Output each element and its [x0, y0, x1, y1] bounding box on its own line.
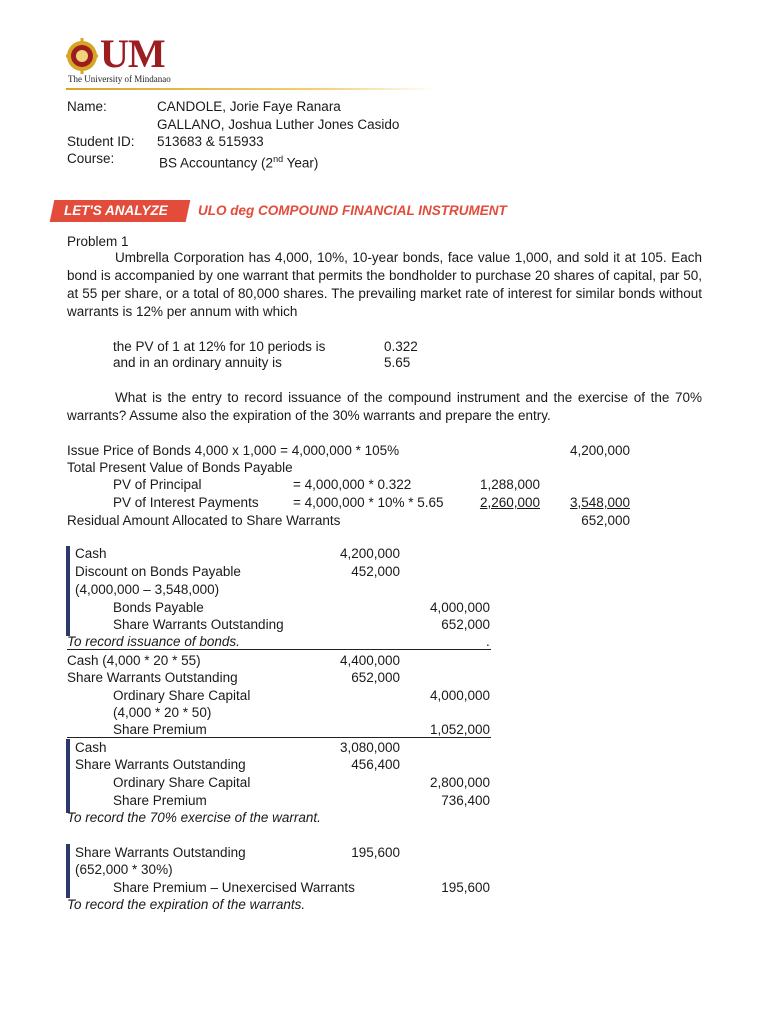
factor-value-pv1: 0.322	[384, 339, 418, 354]
residual-value: 652,000	[581, 513, 630, 528]
issue-price-value: 4,200,000	[569, 443, 630, 458]
student-name-2: GALLANO, Joshua Luther Jones Casido	[157, 117, 400, 132]
entry4-bar	[66, 844, 70, 898]
e3-memo: To record the 70% exercise of the warrant.	[67, 810, 321, 825]
e3-warrants-debit: 456,400	[351, 757, 400, 772]
e2-premium-account: Share Premium	[113, 722, 207, 737]
e3-warrants-account: Share Warrants Outstanding	[75, 757, 246, 772]
e1-memo: To record issuance of bonds.	[67, 634, 240, 649]
e4-premium-account: Share Premium – Unexercised Warrants	[113, 880, 355, 895]
e1-warrants-account: Share Warrants Outstanding	[113, 617, 284, 632]
e2-premium-credit: 1,052,000	[429, 722, 490, 737]
residual-label: Residual Amount Allocated to Share Warrants	[67, 513, 341, 528]
e4-warrants-debit: 195,600	[351, 845, 400, 860]
section-title: ULO deg COMPOUND FINANCIAL INSTRUMENT	[198, 203, 507, 218]
factor-label-annuity: and in an ordinary annuity is	[113, 355, 282, 370]
e3-premium-account: Share Premium	[113, 793, 207, 808]
e4-warrants-account: Share Warrants Outstanding	[75, 845, 246, 860]
problem-title: Problem 1	[67, 234, 129, 249]
e1-discount-account: Discount on Bonds Payable	[75, 564, 241, 579]
problem-intro	[67, 249, 702, 321]
e2-rule	[67, 737, 491, 738]
e1-discount-debit: 452,000	[351, 564, 400, 579]
e2-cash-account: Cash (4,000 * 20 * 55)	[67, 653, 201, 668]
name-label: Name:	[67, 99, 107, 114]
e3-osc-credit: 2,800,000	[429, 775, 490, 790]
e1-bonds-account: Bonds Payable	[113, 600, 204, 615]
course-prefix: BS Accountancy (2	[159, 155, 274, 171]
entry1-bar	[66, 546, 70, 636]
pv-principal-value: 1,288,000	[479, 477, 540, 492]
pv-interest-formula: = 4,000,000 * 10% * 5.65	[293, 495, 444, 510]
e4-memo: To record the expiration of the warrants.	[67, 897, 306, 912]
course-label: Course:	[67, 151, 115, 166]
e2-warrants-account: Share Warrants Outstanding	[67, 670, 238, 685]
e2-osc-account: Ordinary Share Capital	[113, 688, 251, 703]
entry3-bar	[66, 739, 70, 813]
university-logo-text: UM	[100, 31, 165, 76]
pv-principal-formula: = 4,000,000 * 0.322	[293, 477, 412, 492]
tpv-value: 3,548,000	[569, 495, 630, 510]
e1-discount-calc: (4,000,000 – 3,548,000)	[75, 582, 220, 597]
e2-cash-debit: 4,400,000	[339, 653, 400, 668]
e4-premium-credit: 195,600	[441, 880, 490, 895]
e3-cash-debit: 3,080,000	[339, 740, 400, 755]
pv-interest-value: 2,260,000	[479, 495, 540, 510]
problem-intro-text: Umbrella Corporation has 4,000, 10%, 10-year bonds, face value 1,000, and sold it at 105. Each bond is accompanied by one warrant that permits the bondholder to purchase 20 shares of capital, par 50, at 55 per share, or a total of 80,000 shares. The prevailing market rate of interest for similar bonds without warrants is 12% per annum with which	[67, 250, 702, 319]
e1-bonds-credit: 4,000,000	[429, 600, 490, 615]
tpv-label: Total Present Value of Bonds Payable	[67, 460, 293, 475]
pv-principal-label: PV of Principal	[113, 477, 202, 492]
course-value	[159, 151, 318, 172]
student-id-label: Student ID:	[67, 134, 135, 149]
e3-cash-account: Cash	[75, 740, 107, 755]
problem-question-text: What is the entry to record issuance of the compound instrument and the exercise of the 70% warrants? Assume also the expiration of the 30% warrants and prepare the entry.	[67, 390, 702, 423]
section-banner-label: LET'S ANALYZE	[64, 203, 168, 218]
e4-calc: (652,000 * 30%)	[75, 862, 173, 877]
e1-cash-account: Cash	[75, 546, 107, 561]
student-id-value: 513683 & 515933	[157, 134, 264, 149]
student-name-1: CANDOLE, Jorie Faye Ranara	[157, 99, 341, 114]
e1-rule	[67, 649, 491, 650]
problem-question	[67, 389, 702, 425]
e2-warrants-debit: 652,000	[351, 670, 400, 685]
e1-warrants-credit: 652,000	[441, 617, 490, 632]
course-sup: nd	[273, 154, 284, 164]
e1-cash-debit: 4,200,000	[339, 546, 400, 561]
university-name: The University of Mindanao	[68, 74, 171, 84]
course-suffix: Year)	[283, 155, 319, 171]
e3-premium-credit: 736,400	[441, 793, 490, 808]
e2-osc-calc: (4,000 * 20 * 50)	[113, 705, 212, 720]
e1-memo-dot: .	[486, 634, 490, 649]
pv-interest-label: PV of Interest Payments	[113, 495, 259, 510]
issue-price-label: Issue Price of Bonds 4,000 x 1,000 = 4,000,000 * 105%	[67, 443, 400, 458]
factor-label-pv1: the PV of 1 at 12% for 10 periods is	[113, 339, 326, 354]
e2-osc-credit: 4,000,000	[429, 688, 490, 703]
factor-value-annuity: 5.65	[384, 355, 411, 370]
header-divider	[66, 88, 436, 90]
e3-osc-account: Ordinary Share Capital	[113, 775, 251, 790]
